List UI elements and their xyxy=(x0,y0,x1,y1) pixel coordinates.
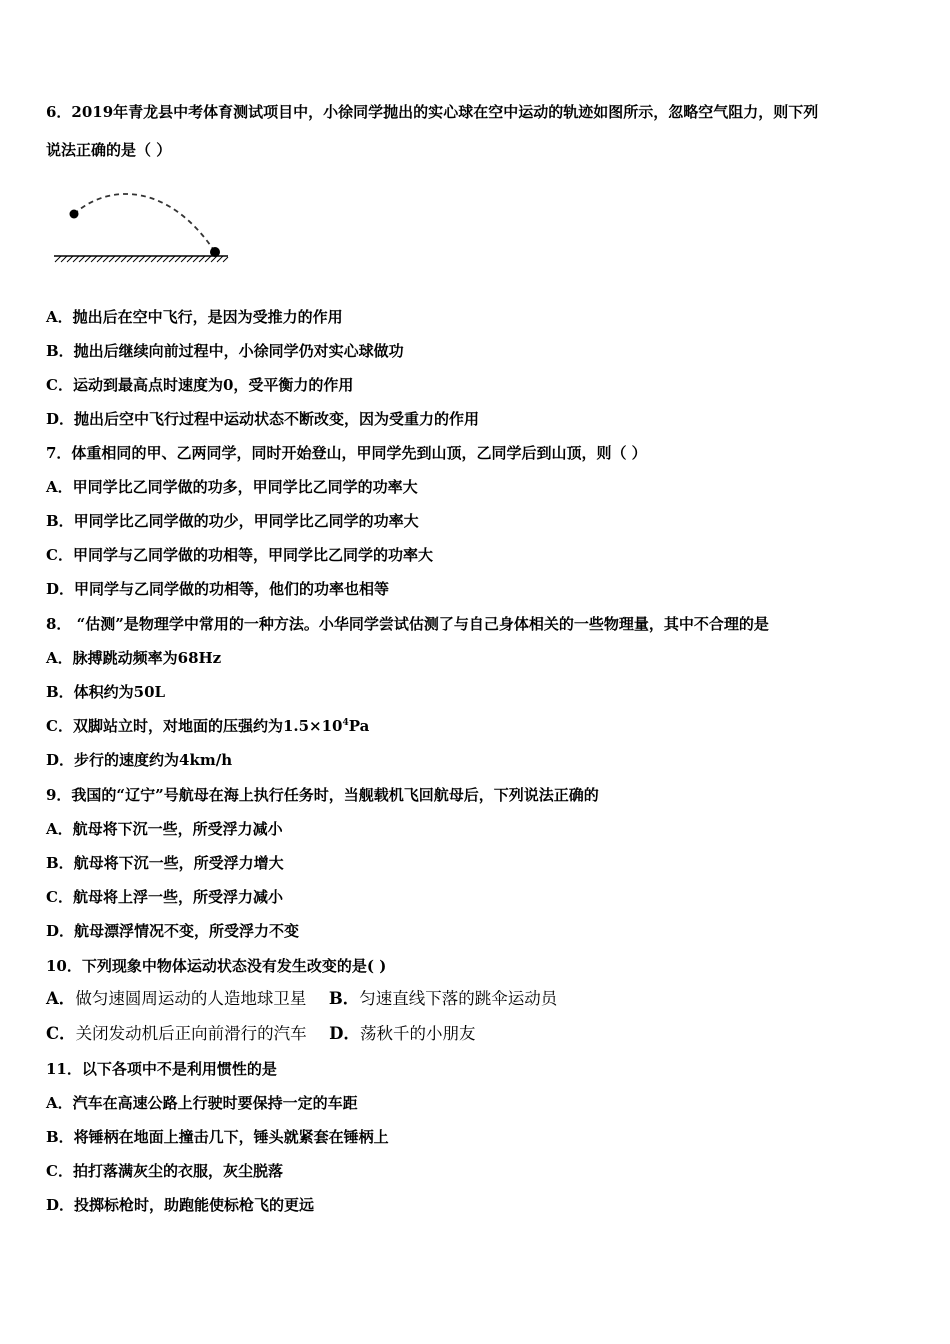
ball-start xyxy=(70,210,79,219)
q7-option-a: A．甲同学比乙同学做的功多，甲同学比乙同学的功率大 xyxy=(46,478,418,496)
q8-option-c-text: C．双脚站立时，对地面的压强约为1.5×10 xyxy=(46,717,343,735)
q6-option-a: A．抛出后在空中飞行，是因为受推力的作用 xyxy=(46,308,343,326)
q11-option-d: D．投掷标枪时，助跑能使标枪飞的更远 xyxy=(46,1196,315,1214)
q11-option-b: B．将锤柄在地面上撞击几下，锤头就紧套在锤柄上 xyxy=(46,1128,389,1146)
q7-option-d: D．甲同学与乙同学做的功相等，他们的功率也相等 xyxy=(46,580,390,598)
q9-option-a: A．航母将下沉一些，所受浮力减小 xyxy=(46,820,283,838)
q11-option-a: A．汽车在高速公路上行驶时要保持一定的车距 xyxy=(46,1094,358,1112)
q9-option-b: B．航母将下沉一些，所受浮力增大 xyxy=(46,854,284,872)
q7-option-b: B．甲同学比乙同学做的功少，甲同学比乙同学的功率大 xyxy=(46,512,419,530)
q9-stem: 9．我国的“辽宁”号航母在海上执行任务时，当舰载机飞回航母后，下列说法正确的 xyxy=(46,786,599,804)
q8-option-c-unit: Pa xyxy=(348,717,370,735)
q11-option-c: C．拍打落满灰尘的衣服，灰尘脱落 xyxy=(46,1162,283,1180)
q9-option-c: C．航母将上浮一些，所受浮力减小 xyxy=(46,888,283,906)
q8-stem: 8． “估测”是物理学中常用的一种方法。小华同学尝试估测了与自己身体相关的一些物理量，其中不合理的是 xyxy=(46,615,769,633)
q10-a-text: 做匀速圆周运动的人造地球卫星 xyxy=(75,989,307,1008)
q10-b-text: 匀速直线下落的跳伞运动员 xyxy=(359,989,558,1008)
trajectory-figure xyxy=(50,190,230,270)
q10-c-text: 关闭发动机后正向前滑行的汽车 xyxy=(75,1024,307,1043)
q11-stem: 11．以下各项中不是利用惯性的是 xyxy=(46,1060,277,1078)
ground-hatch xyxy=(54,256,228,262)
q10-a-label: A． xyxy=(46,989,76,1008)
q6-option-c: C．运动到最高点时速度为0，受平衡力的作用 xyxy=(46,376,354,394)
q9-option-d: D．航母漂浮情况不变，所受浮力不变 xyxy=(46,922,300,940)
q10-options-row1 xyxy=(46,989,557,1009)
q8-option-c-exponent: 4 xyxy=(342,718,349,728)
q8-option-c xyxy=(46,716,369,736)
q8-option-d: D．步行的速度约为4km/h xyxy=(46,751,233,769)
q7-stem: 7．体重相同的甲、乙两同学，同时开始登山，甲同学先到山顶，乙同学后到山顶，则（ ） xyxy=(46,444,647,462)
q6-stem-line1: 6．2019年青龙县中考体育测试项目中，小徐同学抛出的实心球在空中运动的轨迹如图所示，忽略空气阻力，则下列 xyxy=(46,103,819,121)
ball-end xyxy=(210,247,220,257)
q10-stem: 10．下列现象中物体运动状态没有发生改变的是( ) xyxy=(46,957,387,975)
q10-c-label: C． xyxy=(46,1024,76,1043)
q10-d-label: D． xyxy=(329,1024,360,1043)
trajectory-curve xyxy=(74,194,215,252)
q8-option-a: A．脉搏跳动频率为68Hz xyxy=(46,649,222,667)
q8-option-b: B．体积约为50L xyxy=(46,683,166,701)
q10-b-label: B． xyxy=(328,989,360,1008)
q10-d-text: 荡秋千的小朋友 xyxy=(359,1024,476,1043)
q6-option-d: D．抛出后空中飞行过程中运动状态不断改变，因为受重力的作用 xyxy=(46,410,480,428)
q10-options-row2 xyxy=(46,1024,475,1044)
q6-stem-line2: 说法正确的是（ ） xyxy=(46,141,172,159)
q6-option-b: B．抛出后继续向前过程中，小徐同学仍对实心球做功 xyxy=(46,342,404,360)
q7-option-c: C．甲同学与乙同学做的功相等，甲同学比乙同学的功率大 xyxy=(46,546,433,564)
